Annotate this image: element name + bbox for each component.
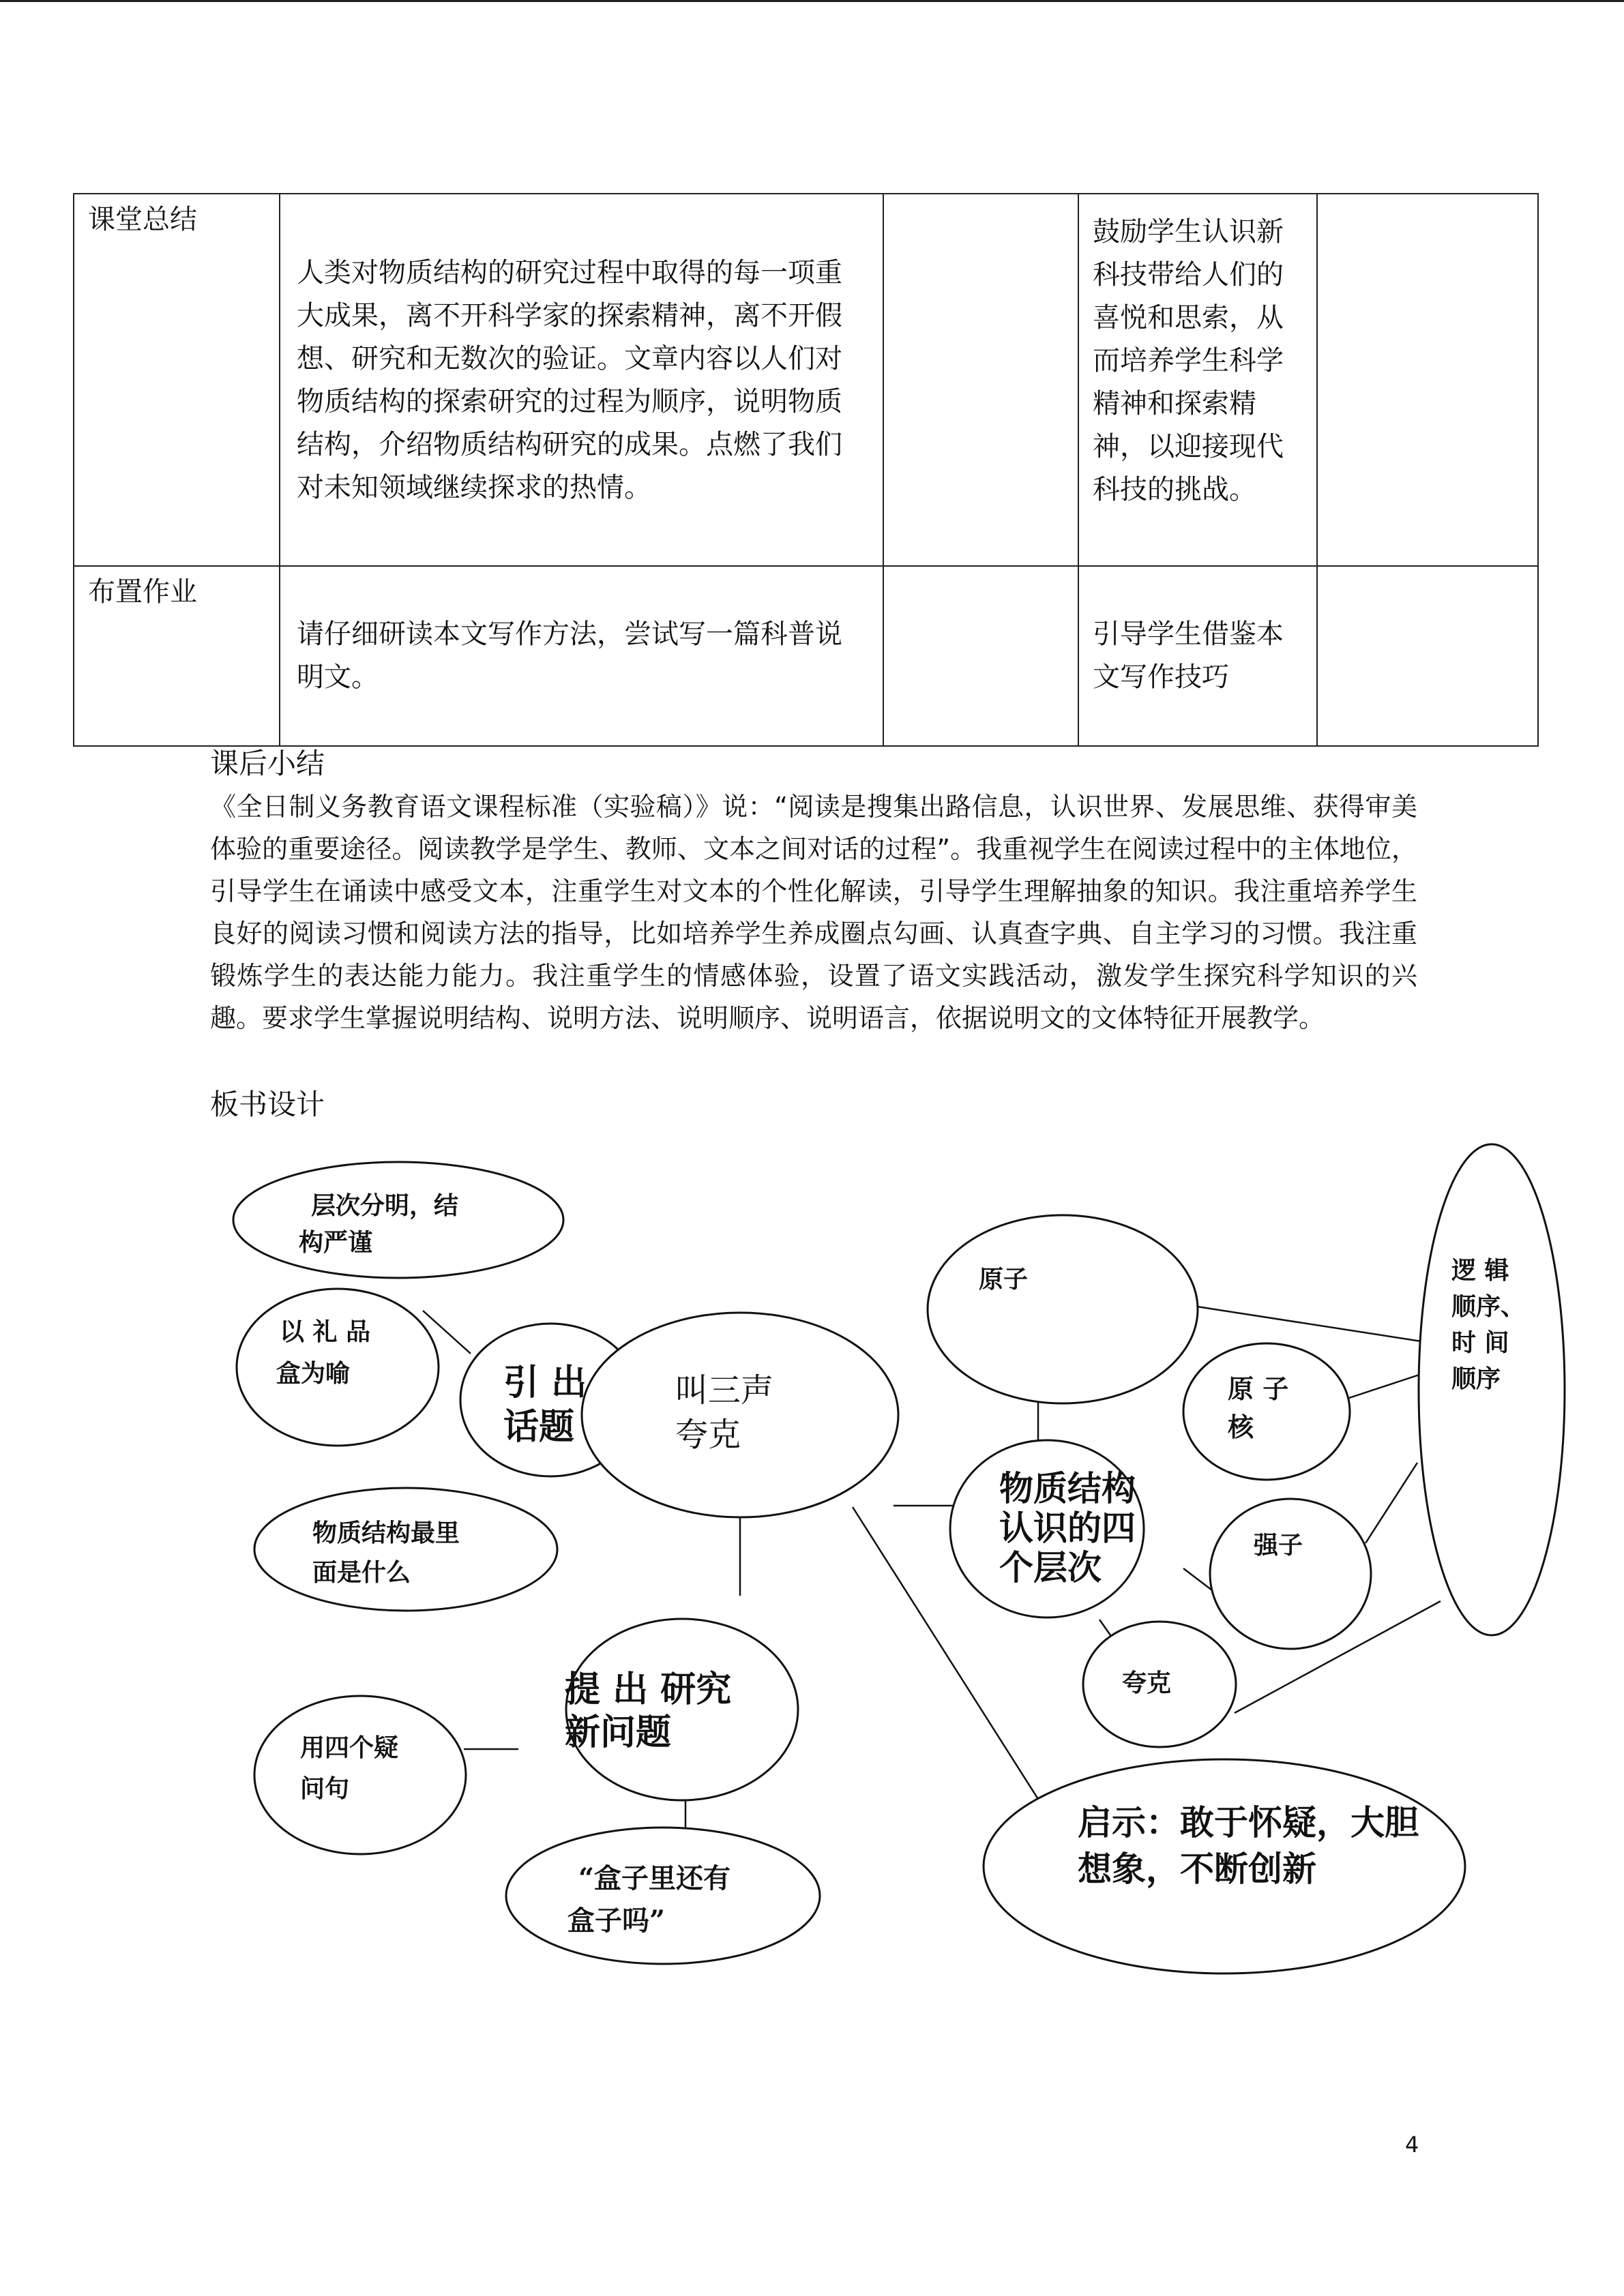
- bubble-four-questions: [254, 1696, 466, 1854]
- bubble-layers: [233, 1162, 563, 1278]
- row-note-homework: 引导学生借鉴本文写作技巧: [1078, 566, 1317, 746]
- empty-cell: [883, 194, 1078, 566]
- svg-text:夸克: [1122, 1669, 1171, 1697]
- question-line-1: 提 出 研究: [565, 1669, 732, 1710]
- empty-cell: [1317, 566, 1538, 746]
- after-class-title: 课后小结: [210, 747, 325, 780]
- after-class-text: 《全日制义务教育语文课程标准（实验稿）》说：“阅读是搜集出路信息，认识世界、发展思维、获得审美体验的重要途径。阅读教学是学生、教师、文本之间对话的过程”。我重视学生在阅读过程中的主体地位，引导学生在诵读中感受文本，注重学生对文本的个性化解读，引导学生理解抽象的知识。我注重培养学生良好的阅读习惯和阅读方法的指导，比如培养学生养成圈点勾画、认真查字典、自主学习的习惯。我注重锻炼学生的表达能力能力。我注重学生的情感体验，设置了语文实践活动，激发学生探究科学知识的兴趣。要求学生掌握说明结构、说明方法、说明顺序、说明语言，依据说明文的文体特征开展教学。: [210, 792, 1417, 1033]
- bubble-atom: [928, 1215, 1198, 1403]
- table-row-summary: [74, 194, 1538, 566]
- gift-box-line-1: 以 礼 品: [280, 1317, 371, 1346]
- hadron-label: 强子: [1254, 1531, 1303, 1560]
- page-top-border: [0, 0, 1624, 2]
- board-design-title: 板书设计: [210, 1088, 325, 1121]
- order-line-2: 顺序、: [1451, 1292, 1526, 1321]
- empty-cell: [1317, 194, 1538, 566]
- row-label-summary: 课堂总结: [74, 194, 280, 566]
- structure-line-3: 个层次: [999, 1547, 1102, 1587]
- board-diagram: [0, 1132, 1624, 2005]
- four-q-line-1: 用四个疑: [300, 1733, 399, 1762]
- order-line-3: 时 间: [1451, 1328, 1509, 1357]
- page-number: 4: [1405, 2132, 1419, 2158]
- bubble-box-in-box: [506, 1828, 820, 1964]
- gift-box-line-2: 盒为喻: [276, 1359, 351, 1388]
- four-q-line-2: 问句: [300, 1774, 350, 1803]
- bubble-nucleus: [1183, 1343, 1350, 1480]
- empty-cell: [883, 566, 1078, 746]
- structure-line-1: 物质结构: [999, 1468, 1136, 1508]
- inside-line-1: 物质结构最里: [312, 1519, 460, 1547]
- row-content-homework: 请仔细研读本文写作方法，尝试写一篇科普说明文。: [280, 566, 883, 746]
- row-label-homework: 布置作业: [74, 566, 280, 746]
- intro-line-2: 话题: [503, 1406, 575, 1448]
- box-in-box-line-1: “盒子里还有: [578, 1862, 731, 1894]
- order-line-1: 逻 辑: [1451, 1256, 1509, 1285]
- nucleus-line-1: 原 子: [1228, 1373, 1289, 1404]
- svg-text:强子: [1253, 1531, 1303, 1560]
- inside-line-2: 面是什么: [312, 1558, 411, 1587]
- order-line-4: 顺序: [1451, 1365, 1501, 1393]
- nucleus-line-2: 核: [1228, 1412, 1254, 1442]
- svg-text:原子: [979, 1265, 1028, 1294]
- question-line-2: 新问题: [565, 1712, 672, 1753]
- layers-line-2: 构严谨: [299, 1228, 373, 1257]
- center-line-2: 夸克: [675, 1416, 741, 1454]
- intro-line-1: 引 出: [503, 1362, 587, 1403]
- bubble-hadron: [1210, 1499, 1371, 1649]
- row-note-summary: 鼓励学生认识新科技带给人们的喜悦和思索，从而培养学生科学精神和探索精神，以迎接现代科技的挑战。: [1078, 194, 1317, 566]
- table-row-homework: [74, 566, 1538, 746]
- atom-label: 原子: [979, 1265, 1029, 1294]
- quark-label: 夸克: [1122, 1669, 1172, 1697]
- bubble-center: [582, 1313, 898, 1517]
- inspiration-line-1: 启示：敢于怀疑，大胆: [1078, 1802, 1419, 1843]
- row-content-summary: 人类对物质结构的研究过程中取得的每一项重大成果，离不开科学家的探索精神，离不开假想、研究和无数次的验证。文章内容以人们对物质结构的探索研究的过程为顺序，说明物质结构，介绍物质结构研究的成果。点燃了我们对未知领域继续探求的热情。: [280, 194, 883, 566]
- layers-line-1: 层次分明，结: [311, 1191, 459, 1220]
- box-in-box-line-2: 盒子吗”: [567, 1905, 666, 1937]
- inspiration-line-2: 想象，不断创新: [1078, 1849, 1316, 1889]
- lesson-table: [73, 193, 1539, 747]
- center-line-1: 叫三声: [675, 1371, 774, 1410]
- structure-line-2: 认识的四: [999, 1508, 1136, 1548]
- bubble-inside: [254, 1488, 557, 1611]
